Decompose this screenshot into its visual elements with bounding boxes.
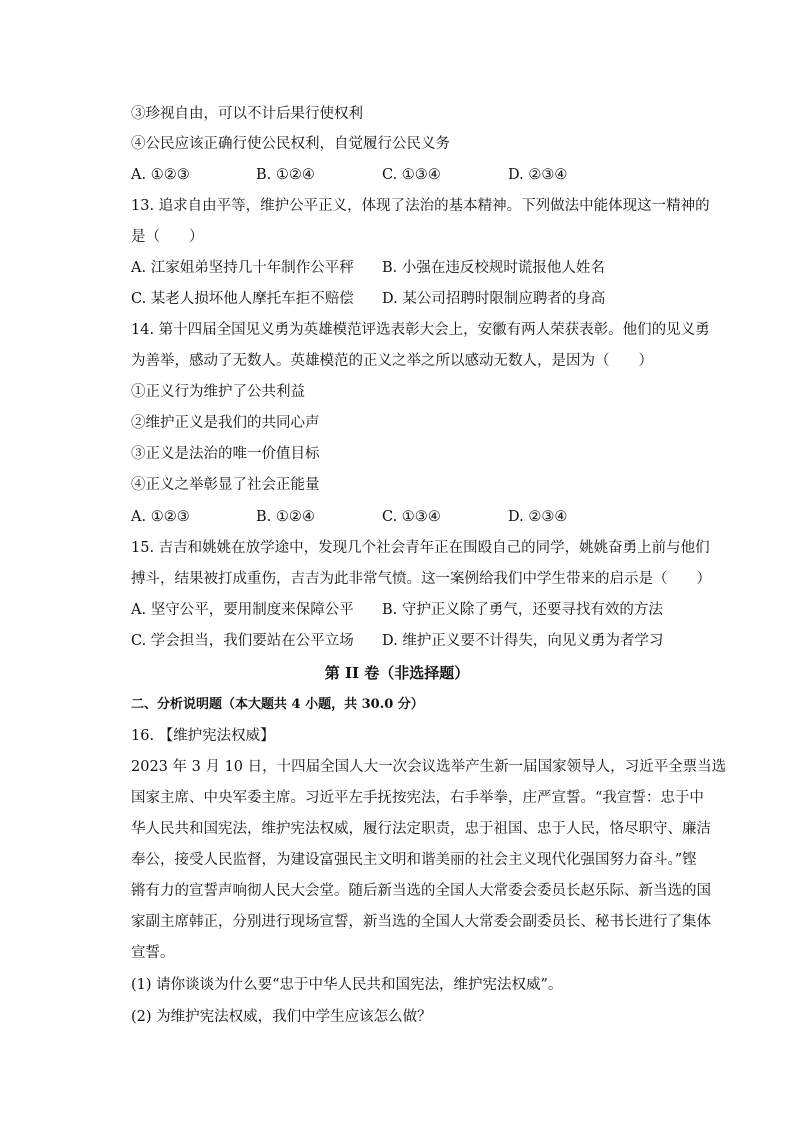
q12-option-b: B. ①②④ [256, 167, 315, 183]
q14-stem-line2: 为善举，感动了无数人。英雄模范的正义之举之所以感动无数人，是因为（ ） [131, 353, 653, 369]
q12-option-c: C. ①③④ [382, 167, 441, 183]
q14-statement-1: ①正义行为维护了公共利益 [131, 384, 305, 400]
q16-subquestion-2: (2) 为维护宪法权威，我们中学生应该怎么做？ [131, 1009, 432, 1025]
q16-label: 16. 【维护宪法权威】 [131, 728, 275, 744]
q13-option-a: A. 江家姐弟坚持几十年制作公平秤 [131, 260, 354, 276]
q16-material-line7: 宣誓。 [131, 945, 175, 961]
q14-statement-4: ④正义之举彰显了社会正能量 [131, 477, 320, 493]
q12-statement-3: ③珍视自由，可以不计后果行使权利 [131, 106, 363, 122]
q15-option-c: C. 学会担当，我们要站在公平立场 [131, 633, 354, 649]
q14-option-b: B. ①②④ [256, 509, 315, 525]
q12-statement-4: ④公民应该正确行使公民权利，自觉履行公民义务 [131, 136, 450, 152]
q16-material-line2: 国家主席、中央军委主席。习近平左手抚按宪法，右手举拳，庄严宣誓。“我宣誓：忠于中 [131, 790, 704, 806]
q12-option-a: A. ①②③ [131, 167, 190, 183]
section2-heading: 二、分析说明题（本大题共 4 小题，共 30.0 分） [131, 697, 424, 712]
q14-option-a: A. ①②③ [131, 509, 190, 525]
q13-stem-line1: 13. 追求自由平等，维护公平正义，体现了法治的基本精神。下列做法中能体现这一精神的 [131, 198, 710, 214]
section2-title: 第 II 卷（非选择题） [324, 664, 470, 682]
q13-option-d: D. 某公司招聘时限制应聘者的身高 [382, 291, 606, 307]
q15-option-b: B. 守护正义除了勇气，还要寻找有效的方法 [382, 602, 663, 618]
q16-material-line5: 锵有力的宣誓声响彻人民大会堂。随后新当选的全国人大常委会委员长赵乐际、新当选的国 [131, 883, 711, 899]
q16-material-line4: 奉公，接受人民监督，为建设富强民主文明和谐美丽的社会主义现代化强国努力奋斗。”铿 [131, 852, 697, 868]
q14-option-c: C. ①③④ [382, 509, 441, 525]
q13-option-b: B. 小强在违反校规时谎报他人姓名 [382, 260, 605, 276]
q15-stem-line2: 搏斗，结果被打成重伤，吉吉为此非常气愤。这一案例给我们中学生带来的启示是（ ） [131, 571, 711, 587]
q15-stem-line1: 15. 吉吉和姚姚在放学途中，发现几个社会青年正在围殴自己的同学，姚姚奋勇上前与他们 [131, 540, 710, 556]
q16-subquestion-1: (1) 请你谈谈为什么要“忠于中华人民共和国宪法，维护宪法权威”。 [131, 977, 563, 993]
q14-stem-line1: 14. 第十四届全国见义勇为英雄模范评选表彰大会上，安徽有两人荣获表彰。他们的见义勇 [131, 322, 710, 338]
q13-option-c: C. 某老人损坏他人摩托车拒不赔偿 [131, 291, 354, 307]
q12-option-d: D. ②③④ [508, 167, 568, 183]
q14-statement-3: ③正义是法治的唯一价值目标 [131, 446, 320, 462]
q15-option-d: D. 维护正义要不计得失，向见义勇为者学习 [382, 633, 664, 649]
q13-stem-line2: 是（ ） [131, 229, 204, 245]
q16-material-line1: 2023 年 3 月 10 日，十四届全国人大一次会议选举产生新一届国家领导人，习近平全票当选 [131, 759, 727, 775]
q16-material-line3: 华人民共和国宪法，维护宪法权威，履行法定职责，忠于祖国、忠于人民，恪尽职守、廉洁 [131, 821, 711, 837]
q14-option-d: D. ②③④ [508, 509, 568, 525]
q16-material-line6: 家副主席韩正，分别进行现场宣誓，新当选的全国人大常委会副委员长、秘书长进行了集体 [131, 914, 711, 930]
q14-statement-2: ②维护正义是我们的共同心声 [131, 415, 320, 431]
q15-option-a: A. 坚守公平，要用制度来保障公平 [131, 602, 354, 618]
